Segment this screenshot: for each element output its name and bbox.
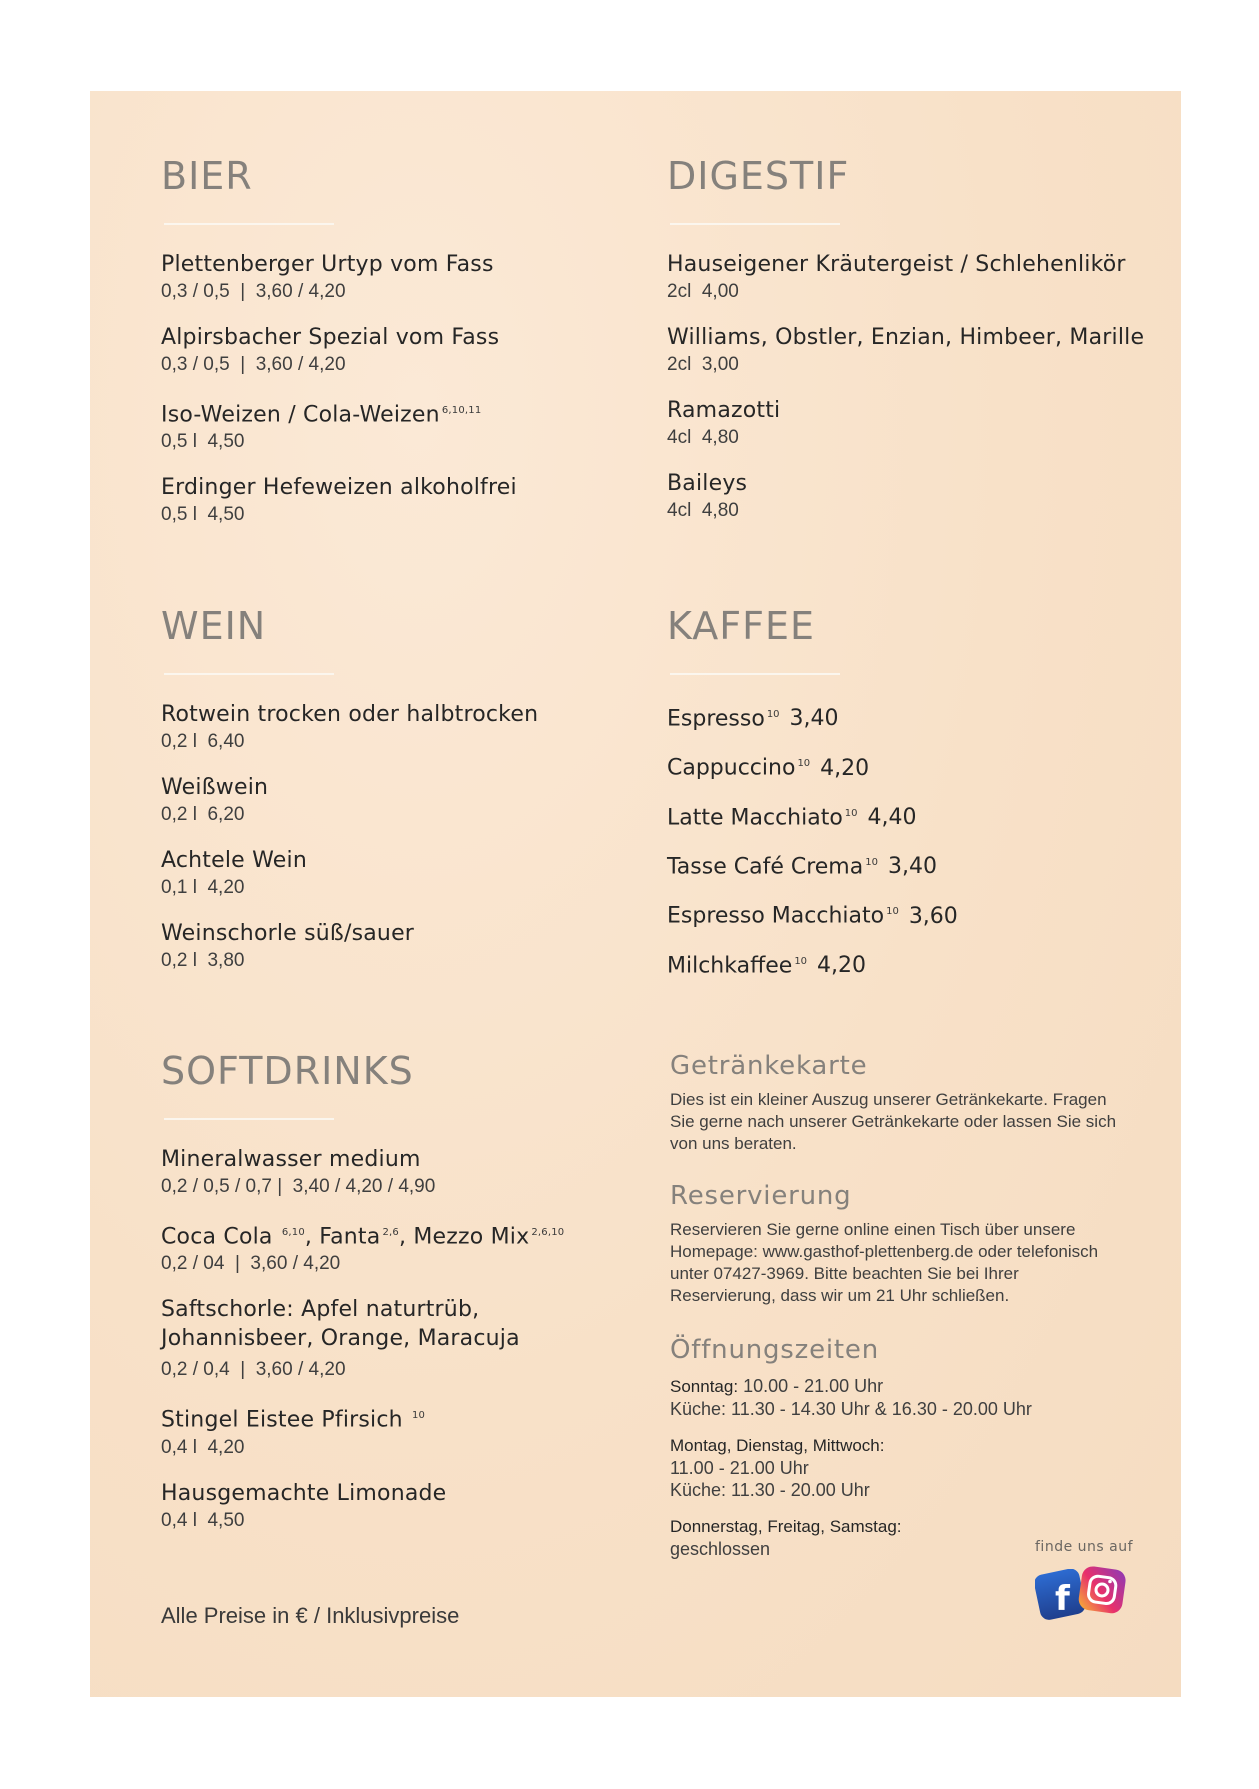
allergen-note: 10 xyxy=(886,906,899,918)
item-price: 4,40 xyxy=(867,804,917,830)
allergen-note: 2,6,10 xyxy=(531,1227,565,1238)
item-price: 0,4 l 4,20 xyxy=(161,1436,245,1458)
section-wein xyxy=(161,604,591,992)
divider xyxy=(164,223,334,225)
menu-item xyxy=(667,799,1147,832)
item-name: Alpirsbacher Spezial vom Fass xyxy=(161,325,500,350)
item-price: 0,2 / 0,5 / 0,7 | 3,40 / 4,20 / 4,90 xyxy=(161,1176,436,1197)
menu-item xyxy=(161,323,591,378)
item-price: 0,5 l 4,50 xyxy=(161,431,245,453)
allergen-note: 6,10 xyxy=(281,1227,305,1238)
item-name: Erdinger Hefeweizen alkoholfrei xyxy=(161,475,517,501)
item-price: 0,5 l 4,50 xyxy=(161,504,245,526)
item-name: Achtele Wein xyxy=(161,848,307,873)
item-name: , Mezzo Mix xyxy=(398,1224,530,1250)
hours-kitchen: Küche: 11.30 - 20.00 Uhr xyxy=(670,1480,870,1500)
section-bier xyxy=(161,154,591,546)
social-icons xyxy=(1035,1565,1145,1625)
getraenke-title: Getränkekarte xyxy=(670,1051,868,1081)
item-price: 3,40 xyxy=(789,706,839,732)
item-name: Hauseigener Kräutergeist / Schlehenlikör xyxy=(667,252,1126,277)
allergen-note: 10 xyxy=(797,758,811,770)
menu-item xyxy=(667,250,1167,305)
hours-value: 10.00 - 21.00 Uhr xyxy=(738,1376,884,1396)
menu-item xyxy=(667,749,1147,782)
menu-item xyxy=(161,919,591,974)
menu-item xyxy=(161,473,591,528)
svg-text:f: f xyxy=(1055,1579,1070,1619)
hours-sunday xyxy=(670,1375,1120,1420)
allergen-note: 10 xyxy=(412,1410,426,1422)
hours-label: Sonntag: xyxy=(670,1377,739,1396)
price-footnote: Alle Preise in € / Inklusivpreise xyxy=(161,1603,460,1628)
item-price: 0,1 l 4,20 xyxy=(161,877,245,898)
section-kaffee xyxy=(667,604,1147,996)
item-name-row xyxy=(161,1401,621,1434)
item-price: 4cl 4,80 xyxy=(667,427,739,448)
divider xyxy=(670,223,840,225)
item-name-row xyxy=(161,396,591,429)
hours-value: 11.00 - 21.00 Uhr xyxy=(670,1458,809,1478)
menu-item xyxy=(161,250,591,305)
hours-kitchen: Küche: 11.30 - 14.30 Uhr & 16.30 - 20.00 Uhr xyxy=(670,1399,1032,1419)
menu-page xyxy=(90,91,1181,1697)
menu-item xyxy=(667,848,1147,881)
item-name: Cappuccino xyxy=(667,755,796,781)
item-name: Baileys xyxy=(667,471,748,496)
item-price: 0,2 l 6,40 xyxy=(161,731,245,752)
item-price: 2cl 3,00 xyxy=(667,354,739,375)
section-title: WEIN xyxy=(161,604,267,648)
item-price: 0,2 l 3,80 xyxy=(161,950,245,971)
section-title: KAFFEE xyxy=(667,604,815,648)
menu-item xyxy=(161,1479,621,1534)
getraenke-text: Dies ist ein kleiner Auszug unserer Getränkekarte. Fragen Sie gerne nach unserer Getränkekarte oder lassen Sie sich von uns beraten. xyxy=(670,1090,1117,1153)
section-digestif xyxy=(667,154,1167,542)
allergen-note: 6,10,11 xyxy=(441,405,482,416)
item-price: 3,60 xyxy=(908,903,958,929)
item-name: , Fanta xyxy=(304,1224,381,1250)
menu-item xyxy=(161,773,591,828)
menu-item xyxy=(667,947,1147,980)
item-name: Latte Macchiato xyxy=(667,804,843,830)
section-title: SOFTDRINKS xyxy=(161,1049,414,1093)
item-name: Ramazotti xyxy=(667,398,781,423)
item-price: 0,3 / 0,5 | 3,60 / 4,20 xyxy=(161,281,346,302)
social-block xyxy=(1035,1539,1145,1625)
hours-label: Donnerstag, Freitag, Samstag: xyxy=(670,1517,902,1536)
item-name: Hausgemachte Limonade xyxy=(161,1480,447,1506)
hours-sunday-row xyxy=(670,1375,1120,1398)
item-name: Espresso xyxy=(667,706,765,732)
item-name: Espresso Macchiato xyxy=(667,903,885,929)
allergen-note: 10 xyxy=(865,856,878,868)
item-name: Iso-Weizen / Cola-Weizen xyxy=(161,402,440,428)
divider xyxy=(164,1118,334,1120)
section-softdrinks xyxy=(161,1049,621,1552)
item-price: 4,20 xyxy=(820,755,870,781)
divider xyxy=(670,673,840,675)
instagram-icon[interactable] xyxy=(1077,1565,1129,1617)
item-price: 3,40 xyxy=(887,854,937,880)
menu-item xyxy=(161,1401,621,1460)
item-name: Rotwein trocken oder halbtrocken xyxy=(161,702,539,727)
menu-item xyxy=(161,846,591,901)
item-name: Tasse Café Crema xyxy=(667,854,864,880)
allergen-note: 10 xyxy=(766,709,780,720)
hours-value: geschlossen xyxy=(670,1539,771,1559)
menu-item xyxy=(667,700,1147,733)
oeffnung-title: Öffnungszeiten xyxy=(670,1335,879,1365)
menu-item xyxy=(667,396,1167,451)
item-price: 0,4 l 4,50 xyxy=(161,1509,245,1531)
item-name-row xyxy=(161,1218,621,1251)
hours-mon-wed xyxy=(670,1435,1120,1501)
section-title: DIGESTIF xyxy=(667,154,850,198)
menu-item xyxy=(667,897,1147,930)
allergen-note: 10 xyxy=(794,955,808,967)
allergen-note: 10 xyxy=(844,807,858,819)
item-price: 4cl 4,80 xyxy=(667,500,739,521)
menu-item xyxy=(667,323,1167,378)
item-price: 2cl 4,00 xyxy=(667,281,739,302)
reservierung-text: Reservieren Sie gerne online einen Tisch über unsere Homepage: www.gasthof-plettenberg.de oder telefonisch unter 07427-3969. Bitte beachten Sie bei Ihrer Reservierung, dass wir um 21 Uhr schließen. xyxy=(670,1220,1099,1305)
item-name: Johannisbeer, Orange, Maracuja xyxy=(161,1326,520,1352)
menu-item xyxy=(161,700,591,755)
item-name: Mineralwasser medium xyxy=(161,1147,421,1172)
section-title: BIER xyxy=(161,154,253,198)
item-price: 0,2 / 04 | 3,60 / 4,20 xyxy=(161,1253,341,1275)
social-label: finde uns auf xyxy=(1035,1539,1134,1555)
item-price: 0,2 / 0,4 | 3,60 / 4,20 xyxy=(161,1359,346,1381)
reservierung-title: Reservierung xyxy=(670,1181,852,1211)
allergen-note: 2,6 xyxy=(382,1227,399,1238)
item-name: Stingel Eistee Pfirsich xyxy=(161,1407,410,1433)
item-price: 0,2 l 6,20 xyxy=(161,804,245,825)
menu-item xyxy=(161,1295,621,1383)
hours-label: Montag, Dienstag, Mittwoch: xyxy=(670,1436,885,1455)
item-name: Coca Cola xyxy=(161,1224,280,1250)
menu-item xyxy=(161,1145,621,1200)
item-name: Williams, Obstler, Enzian, Himbeer, Marille xyxy=(667,325,1145,350)
item-name: Weißwein xyxy=(161,775,269,800)
menu-item xyxy=(161,396,591,455)
info-column xyxy=(670,1051,1120,1575)
divider xyxy=(164,673,334,675)
item-price: 4,20 xyxy=(817,952,867,978)
item-name: Weinschorle süß/sauer xyxy=(161,921,415,946)
item-name: Milchkaffee xyxy=(667,952,793,978)
item-name: Saftschorle: Apfel naturtrüb, xyxy=(161,1297,480,1323)
menu-item xyxy=(161,1218,621,1277)
item-name: Plettenberger Urtyp vom Fass xyxy=(161,252,494,277)
menu-item xyxy=(667,469,1167,524)
item-price: 0,3 / 0,5 | 3,60 / 4,20 xyxy=(161,354,346,375)
